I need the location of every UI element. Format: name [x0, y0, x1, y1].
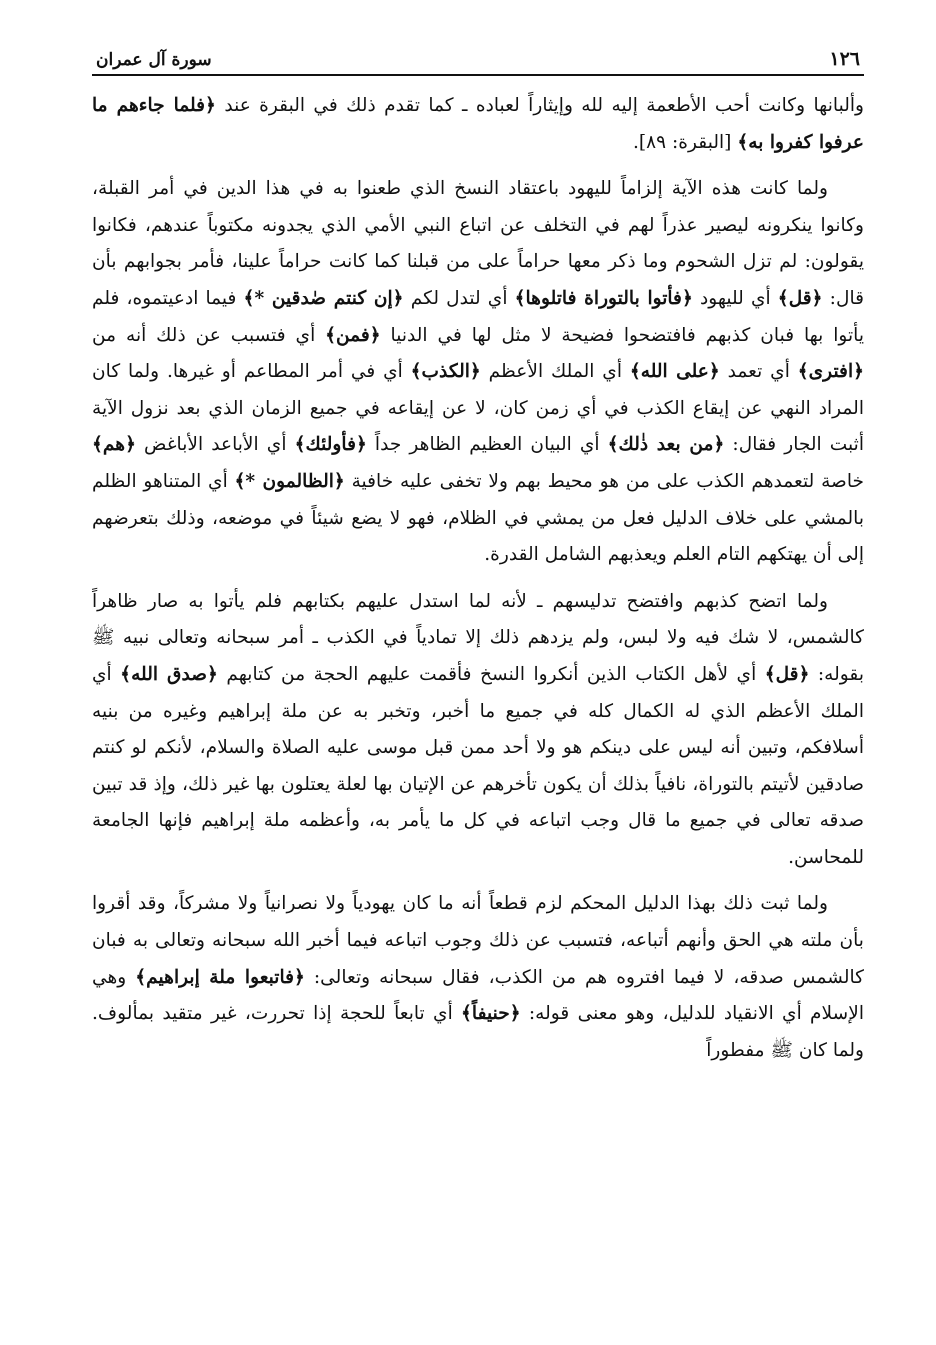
page-body — [92, 88, 864, 1069]
paragraph — [92, 88, 864, 161]
text-run: أي تابعاً للحجة إذا تحررت، غير متقيد بمألوف. ولما كان ﷺ مفطوراً — [92, 1003, 864, 1061]
text-run: أي تعمد — [719, 361, 798, 383]
text-run: أي البيان العظيم الظاهر جداً — [366, 434, 608, 456]
text-run: أي الملك الأعظم — [480, 361, 630, 383]
text-run: أي لليهود — [692, 287, 778, 309]
quran-quote: ﴿افترى﴾ — [797, 361, 865, 383]
surah-title: سورة آل عمران — [96, 50, 212, 70]
paragraph — [92, 171, 864, 574]
text-run: ولما اتضح كذبهم وافتضح تدليسهم ـ لأنه لما استدل عليهم بكتابهم فلم يأتوا به صار ظاهراً كالشمس، لا شك فيه ولا لبس، ولم يزدهم ذلك إلا تمادياً في الكذب ـ أمر سبحانه وتعالى نبيه ﷺ بقوله: — [92, 590, 864, 685]
text-run: أي الأباعد الأباغض — [135, 434, 295, 456]
quran-quote: ﴿هم﴾ — [92, 434, 136, 456]
quran-quote: ﴿حنيفاً﴾ — [461, 1003, 521, 1025]
quran-quote: ﴿فلما جاءهم ما عرفوا كفروا به﴾ — [92, 95, 864, 153]
quran-quote: ﴿الكذب﴾ — [410, 361, 481, 383]
text-run: [البقرة: ٨٩]. — [632, 131, 738, 153]
page-header — [92, 40, 864, 76]
paragraph — [92, 584, 864, 877]
text-run: أي المتناهو الظلم بالمشي على خلاف الدليل فعل من يمشي في الظلام، فهو لا يضع شيئاً في موضعه، وذلك بتعرضهم إلى أن يهتكهم التام العلم ويعذبهم الشامل القدرة. — [92, 470, 864, 566]
text-run: خاصة لتعمدهم الكذب على من هو محيط بهم ولا تخفى عليه خافية — [344, 470, 864, 492]
quran-quote: ﴿فأولئك﴾ — [294, 434, 367, 456]
text-run: أي لتدل لكم — [403, 287, 515, 309]
quran-quote: ﴿من بعد ذٰلك﴾ — [607, 434, 725, 456]
text-run: وألبانها وكانت أحب الأطعمة إليه لله وإيثاراً لعباده ـ كما تقدم ذلك في البقرة عند — [215, 95, 864, 116]
quran-quote: ﴿إن كنتم صٰدقين *﴾ — [243, 287, 404, 309]
paragraph — [92, 886, 864, 1069]
text-run: أي في أمر المطاعم أو غيرها. ولما كان المراد النهي عن إيقاع الكذب في أي زمن كان، لا عن إيقاعه في جميع الزمان الذي بعد نزول الآية أثبت الجار فقال: — [92, 361, 864, 456]
text-run: أي لأهل الكتاب الذين أنكروا النسخ فأقمت عليهم الحجة من كتابهم — [217, 663, 765, 685]
quran-quote: ﴿فاتبعوا ملة إبراهيم﴾ — [135, 966, 305, 988]
text-run: أي فتسبب عن ذلك أنه من — [92, 324, 326, 346]
quran-quote: ﴿قل﴾ — [764, 663, 810, 685]
text-run: ولما ثبت ذلك بهذا الدليل المحكم لزم قطعاً أنه ما كان يهودياً ولا نصرانياً ولا مشركاً، وقد أقروا بأن ملته هي الحق وأنهم أتباعه، فتسبب عن ذلك وجوب اتباعه فيما أخبر الله سبحانه وتعالى به فبان كالشمس صدقه، لا فيما افتروه هم من الكذب، فقال سبحانه وتعالى: — [92, 893, 864, 988]
book-page — [92, 40, 864, 1069]
quran-quote: ﴿قل﴾ — [777, 287, 823, 309]
text-run: ولما كانت هذه الآية إلزاماً لليهود باعتقاد النسخ الذي طعنوا به في هذا الدين في أمر القبلة، وكانوا ينكرونه ليصير عذراً لهم في التخلف عن اتباع النبي الأمي الذي يجدونه مكتوباً عندهم، فكانوا يقولون: لم تزل الشحوم وما ذكر معها حراماً على من قبلنا كما كانت حراماً علينا، فأمر بجوابهم بأن قال: — [92, 178, 865, 309]
text-run: أي الملك الأعظم الذي له الكمال كله في جميع ما أخبر، وتخبر به عن ملة إبراهيم وغيره من بنيه أسلافكم، وتبين أنه ليس على دينكم هو ولا أحد ممن قبل موسى عليه الصلاة والسلام، لأنكم لو كنتم صادقين لأتيتم بالتوراة، نافياً بذلك أن يكون تأخرهم عن الإتيان بها لعلة يعتلون بها غير ذلك، وإذ قد تبين صدقه تعالى في جميع ما قال وجب اتباعه في كل ما يأمر به، وأعظمه ملة إبراهيم فإنها الجامعة للمحاسن. — [92, 663, 864, 868]
text-run: فيما ادعيتموه، فلم يأتوا بها فبان كذبهم فافتضحوا فضيحة لا مثل لها في الدنيا — [92, 287, 864, 346]
page-number: ١٢٦ — [829, 48, 860, 70]
quran-quote: ﴿الظالمون *﴾ — [234, 470, 345, 492]
quran-quote: ﴿فمن﴾ — [325, 324, 381, 346]
quran-quote: ﴿صدق الله﴾ — [120, 663, 218, 685]
quran-quote: ﴿على الله﴾ — [629, 361, 720, 383]
text-run: وهي الإسلام أي الانقياد للدليل، وهو معنى قوله: — [92, 966, 865, 1025]
quran-quote: ﴿فأتوا بالتوراة فاتلوها﴾ — [514, 287, 693, 309]
